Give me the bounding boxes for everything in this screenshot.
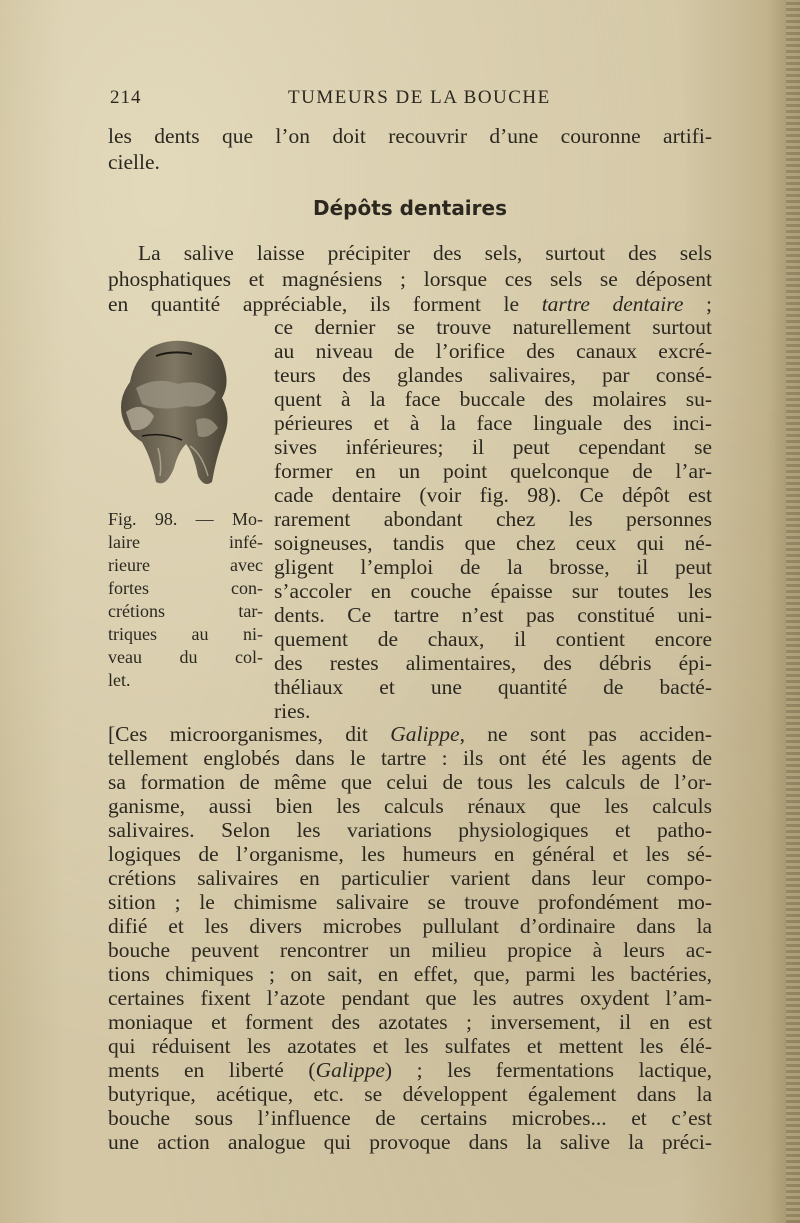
figure-caption-line: rieure avec — [108, 555, 263, 575]
text-line: bouche sous l’influence de certains microbes... et c’est — [108, 1106, 712, 1130]
text-line: une action analogue qui provoque dans la salive la préci- — [108, 1130, 712, 1154]
text-line: des restes alimentaires, des débris épi- — [274, 651, 712, 675]
text-line: quent à la face buccale des molaires su- — [274, 387, 712, 411]
text-line: ries. — [274, 699, 311, 723]
italic-author-name: Galippe — [315, 1058, 385, 1082]
text-line: dents. Ce tartre n’est pas constitué uni- — [274, 603, 712, 627]
figure-98-molar-illustration — [112, 336, 242, 496]
text-line: sition ; le chimisme salivaire se trouve profondément mo- — [108, 890, 712, 914]
text-line: tellement englobés dans le tartre : ils ont été les agents de — [108, 746, 712, 770]
italic-term: tartre dentaire — [541, 292, 684, 316]
text-line: théliaux et une quantité de bacté- — [274, 675, 712, 699]
text-run: ments en liberté ( — [108, 1058, 316, 1082]
text-line: moniaque et forment des azotates ; inversement, il en est — [108, 1010, 712, 1034]
text-run: ; — [683, 292, 712, 316]
section-title: Dépôts dentaires — [312, 196, 507, 220]
text-run: , ne sont pas acciden- — [459, 722, 712, 746]
figure-caption-line: triques au ni- — [108, 624, 263, 644]
text-line: cielle. — [108, 150, 160, 174]
text-line: sives inférieures; il peut cependant se — [274, 435, 712, 459]
text-line: certaines fixent l’azote pendant que les autres oxydent l’am- — [108, 986, 712, 1010]
figure-caption-line: crétions tar- — [108, 601, 263, 621]
text-line: ce dernier se trouve naturellement surtout — [274, 315, 712, 339]
text-line: tions chimiques ; on sait, en effet, que, parmi les bactéries, — [108, 962, 712, 986]
text-line: former en un point quelconque de l’ar- — [274, 459, 712, 483]
text-line: salivaires. Selon les variations physiologiques et patho- — [108, 818, 712, 842]
text-line: phosphatiques et magnésiens ; lorsque ces sels se déposent — [108, 267, 712, 291]
running-header — [110, 87, 722, 111]
text-line: ganisme, aussi bien les calculs rénaux que les calculs — [108, 794, 712, 818]
text-line: logiques de l’organisme, les humeurs en général et les sé- — [108, 842, 712, 866]
figure-caption-line: laire infé- — [108, 532, 263, 552]
text-line: La salive laisse précipiter des sels, surtout des sels — [138, 241, 712, 265]
text-line: sa formation de même que celui de tous les calculs de l’or- — [108, 770, 712, 794]
text-line: butyrique, acétique, etc. se développent également dans la — [108, 1082, 712, 1106]
italic-author-name: Galippe — [390, 722, 460, 746]
text-line: quement de chaux, il contient encore — [274, 627, 712, 651]
text-line: périeures et à la face linguale des inci- — [274, 411, 712, 435]
text-line: soigneuses, tandis que chez ceux qui né- — [274, 531, 712, 555]
molar-tooth-drawing — [112, 336, 242, 496]
figure-caption-line: let. — [108, 670, 131, 690]
text-line: rarement abondant chez les personnes — [274, 507, 712, 531]
text-run: en quantité appréciable, ils forment le — [108, 292, 542, 316]
text-line: au niveau de l’orifice des canaux excré- — [274, 339, 712, 363]
figure-caption-line: fortes con- — [108, 578, 263, 598]
text-line: gligent l’emploi de la brosse, il peut — [274, 555, 712, 579]
text-line: teurs des glandes salivaires, par consé- — [274, 363, 712, 387]
text-line: les dents que l’on doit recouvrir d’une couronne artifi- — [108, 124, 712, 148]
running-title: TUMEURS DE LA BOUCHE — [288, 87, 551, 108]
figure-caption-line: Fig. 98. — Mo- — [108, 509, 263, 529]
text-line: cade dentaire (voir fig. 98). Ce dépôt est — [274, 483, 712, 507]
text-line: crétions salivaires en particulier varient dans leur compo- — [108, 866, 712, 890]
text-run: ) ; les fermentations lactique, — [384, 1058, 712, 1082]
text-line: s’accoler en couche épaisse sur toutes les — [274, 579, 712, 603]
page-edge — [786, 0, 800, 1223]
text-line: qui réduisent les azotates et les sulfates et mettent les élé- — [108, 1034, 712, 1058]
figure-caption-line: veau du col- — [108, 647, 263, 667]
text-line: bouche peuvent rencontrer un milieu propice à leurs ac- — [108, 938, 712, 962]
text-run: [Ces microorganismes, dit — [108, 722, 391, 746]
page-number: 214 — [110, 87, 142, 108]
text-line: difié et les divers microbes pullulant d’ordinaire dans la — [108, 914, 712, 938]
